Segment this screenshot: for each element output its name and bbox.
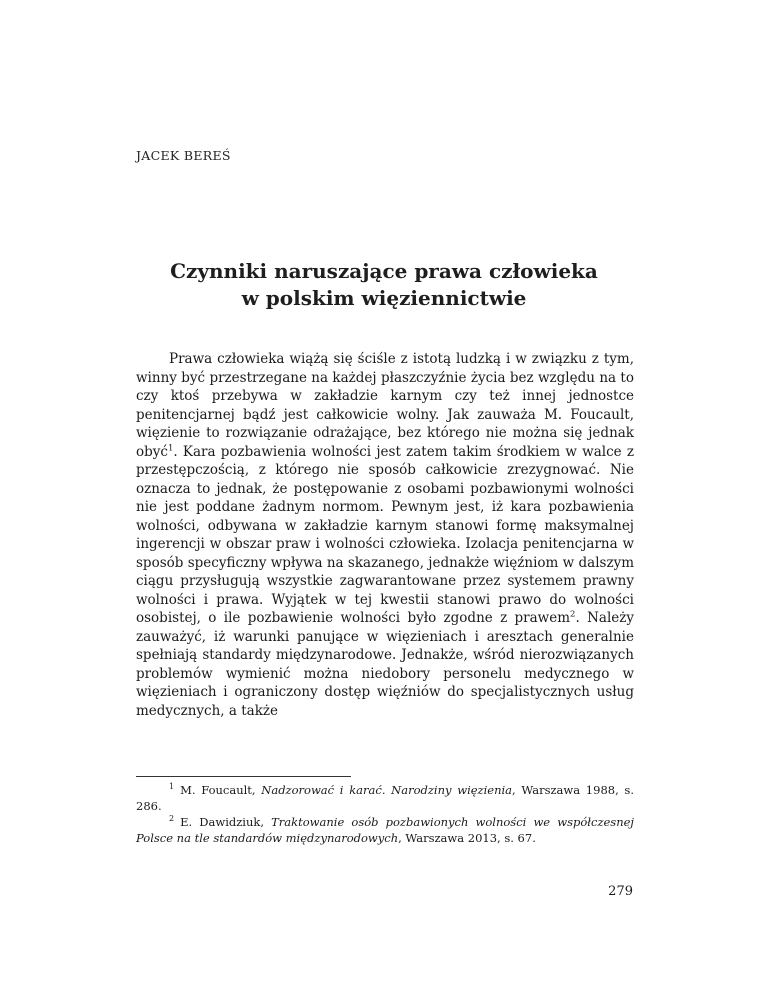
footnote-work-title: Traktowanie osób pozbawionych wolności we współczesnej Polsce na tle standardów międzynarodowych bbox=[136, 815, 634, 845]
footnote-divider bbox=[136, 776, 351, 777]
author-name: JACEK BEREŚ bbox=[136, 148, 231, 163]
footnote-details: , Warszawa 2013, s. 67. bbox=[398, 831, 536, 845]
title-line-2: w polskim więziennictwie bbox=[241, 286, 527, 310]
article-title bbox=[136, 258, 632, 312]
footnote-details: , Warszawa 1988, s. 286. bbox=[136, 783, 634, 813]
footnote-1 bbox=[136, 782, 634, 814]
footnote-ref-2: 2 bbox=[570, 609, 576, 620]
paragraph bbox=[136, 350, 634, 720]
footnote-2 bbox=[136, 814, 634, 846]
footnote-author: E. Dawidziuk, bbox=[180, 815, 272, 829]
page-number: 279 bbox=[608, 884, 633, 899]
footnote-mark: 2 bbox=[169, 814, 175, 824]
text-run-2: . Kara pozbawienia wolności jest zatem takim środkiem w walce z przestępczością, z którego nie sposób całkowicie zrezygnować. Nie oznacza to jednak, że postępowanie z osobami pozbawionymi wolności nie jest poddane żadnym normom. Pewnym jest, iż kara pozbawienia wolności, odbywana w zakładzie karnym stanowi formę maksymalnej ingerencji w obszar praw i wolności człowieka. Izolacja penitencjarna w sposób specyficzny wpływa na skazanego, jednakże więźniom w dalszym ciągu przysługują wszystkie zagwarantowane przez systemem prawny wolności i prawa. Wyjątek w tej kwestii stanowi prawo do wolności osobistej, o ile pozbawienie wolności było zgodne z prawem bbox=[136, 443, 634, 626]
body-text bbox=[136, 350, 634, 720]
footnote-ref-1: 1 bbox=[167, 443, 174, 453]
footnotes bbox=[136, 782, 634, 846]
footnote-author: M. Foucault, bbox=[180, 783, 262, 797]
text-run-3: . Należy zauważyć, iż warunki panujące w więzieniach i aresztach generalnie spełniają standardy międzynarodowe. Jednakże, wśród nierozwiązanych problemów wymienić można niedobory personelu medycznego w więzieniach i ograniczony dostęp więźniów do specjalistycznych usług medycznych, a także bbox=[136, 610, 634, 719]
footnote-work-title: Nadzorować i karać. Narodziny więzienia bbox=[261, 783, 513, 797]
title-line-1: Czynniki naruszające prawa człowieka bbox=[170, 259, 598, 283]
text-run-1: Prawa człowieka wiążą się ściśle z istotą ludzką i w związku z tym, winny być przestrzegane na każdej płaszczyźnie życia bez względu na to czy ktoś przebywa w zakładzie karnym czy też innej jednostce penitencjarnej bądź jest całkowicie wolny. Jak zauważa M. Foucault, więzienie to rozwiązanie odrażające, bez którego nie można się jednak obyć bbox=[136, 351, 634, 460]
footnote-mark: 1 bbox=[169, 782, 175, 792]
